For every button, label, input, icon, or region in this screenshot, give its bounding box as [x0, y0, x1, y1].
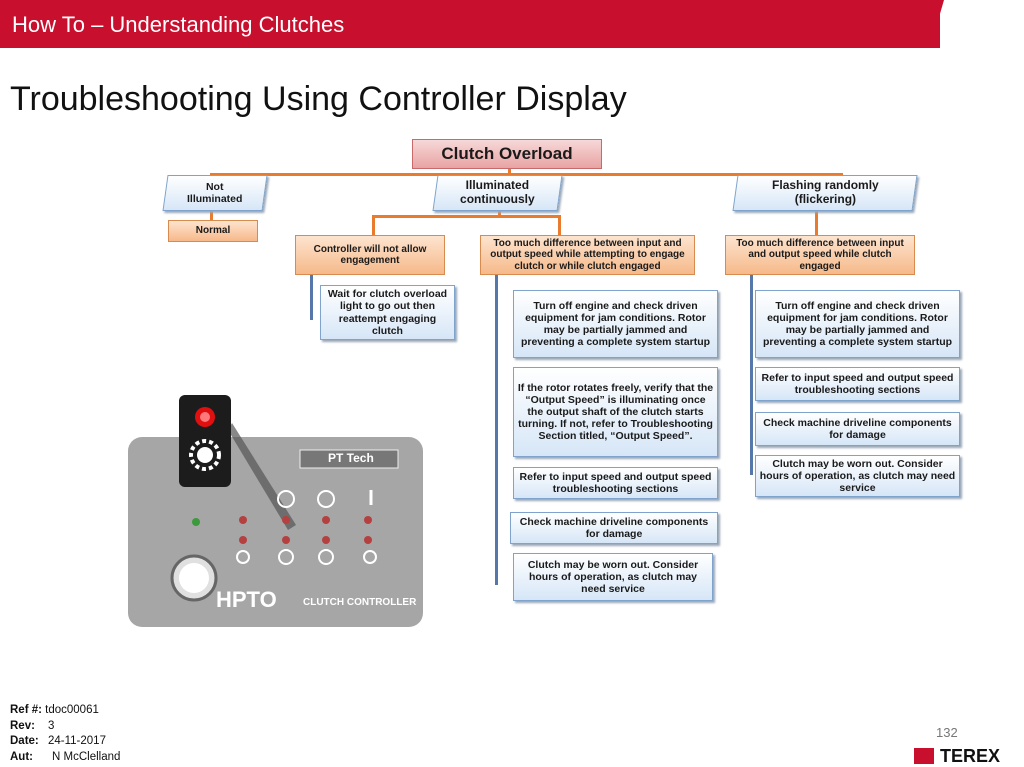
device-brand: PT Tech	[328, 451, 374, 465]
document-info	[10, 703, 120, 765]
node-flash-action-1: Turn off engine and check driven equipment for jam conditions. Rotor may be partially jammed and preventing a complete system startup	[755, 290, 960, 358]
connector-action-a	[310, 275, 313, 320]
node-flash-action-3: Check machine driveline components for damage	[755, 412, 960, 446]
connector-flash-down	[815, 209, 818, 235]
page-number: 132	[936, 725, 958, 740]
node-illum-action-5: Clutch may be worn out. Consider hours of operation, as clutch may need service	[513, 553, 713, 601]
node-clutch-overload: Clutch Overload	[412, 139, 602, 169]
connector-cause-b	[558, 215, 561, 235]
node-flash-action-4: Clutch may be worn out. Consider hours of operation, as clutch may need service	[755, 455, 960, 497]
rev-label: Rev:	[10, 719, 35, 732]
node-flashing-randomly: Flashing randomly (flickering)	[732, 175, 917, 211]
node-flash-action-2: Refer to input speed and output speed troubleshooting sections	[755, 367, 960, 401]
node-wait-for-light: Wait for clutch overload light to go out then reattempt engaging clutch	[320, 285, 455, 340]
device-subtitle: CLUTCH CONTROLLER	[303, 597, 417, 608]
terex-logo: TEREX	[940, 746, 1001, 766]
node-illum-action-2: If the rotor rotates freely, verify that the “Output Speed” is illuminating once the output shaft of the clutch starts turning. If not, refer to Troubleshooting Section titled, “Output Speed”.	[513, 367, 718, 457]
node-illum-action-4: Check machine driveline components for damage	[510, 512, 718, 544]
node-not-illuminated: Not Illuminated	[162, 175, 267, 211]
header-notch	[930, 0, 944, 48]
connector-actions-b	[495, 275, 498, 585]
node-illuminated-continuously: Illuminated continuously	[432, 175, 562, 211]
connector-cause-a	[372, 215, 375, 235]
device-model: HPTO	[216, 587, 277, 612]
node-illum-action-1: Turn off engine and check driven equipment for jam conditions. Rotor may be partially jammed and preventing a complete system startup	[513, 290, 718, 358]
ref-value: tdoc00061	[45, 704, 99, 716]
node-controller-no-engage: Controller will not allow engagement	[295, 235, 445, 275]
connector-illum-bar	[372, 215, 560, 218]
overload-indicator-badge	[179, 395, 231, 487]
node-normal: Normal	[168, 220, 258, 242]
terex-logo-icon	[914, 748, 934, 764]
node-speed-diff-illuminated: Too much difference between input and output speed while attempting to engage clutch or while clutch engaged	[480, 235, 695, 275]
hpto-controller-illustration	[128, 395, 423, 627]
connector-actions-flash	[750, 275, 753, 475]
page-title: Troubleshooting Using Controller Display	[10, 80, 627, 118]
date-label: Date:	[10, 735, 39, 747]
date-value: 24-11-2017	[48, 735, 106, 747]
ref-label: Ref #:	[10, 704, 42, 716]
node-illum-action-3: Refer to input speed and output speed troubleshooting sections	[513, 467, 718, 499]
rev-value: 3	[48, 719, 55, 732]
header-title: How To – Understanding Clutches	[12, 12, 345, 37]
aut-value: N McClelland	[52, 750, 121, 763]
node-speed-diff-flashing: Too much difference between input and output speed while clutch engaged	[725, 235, 915, 275]
aut-label: Aut:	[10, 750, 33, 763]
